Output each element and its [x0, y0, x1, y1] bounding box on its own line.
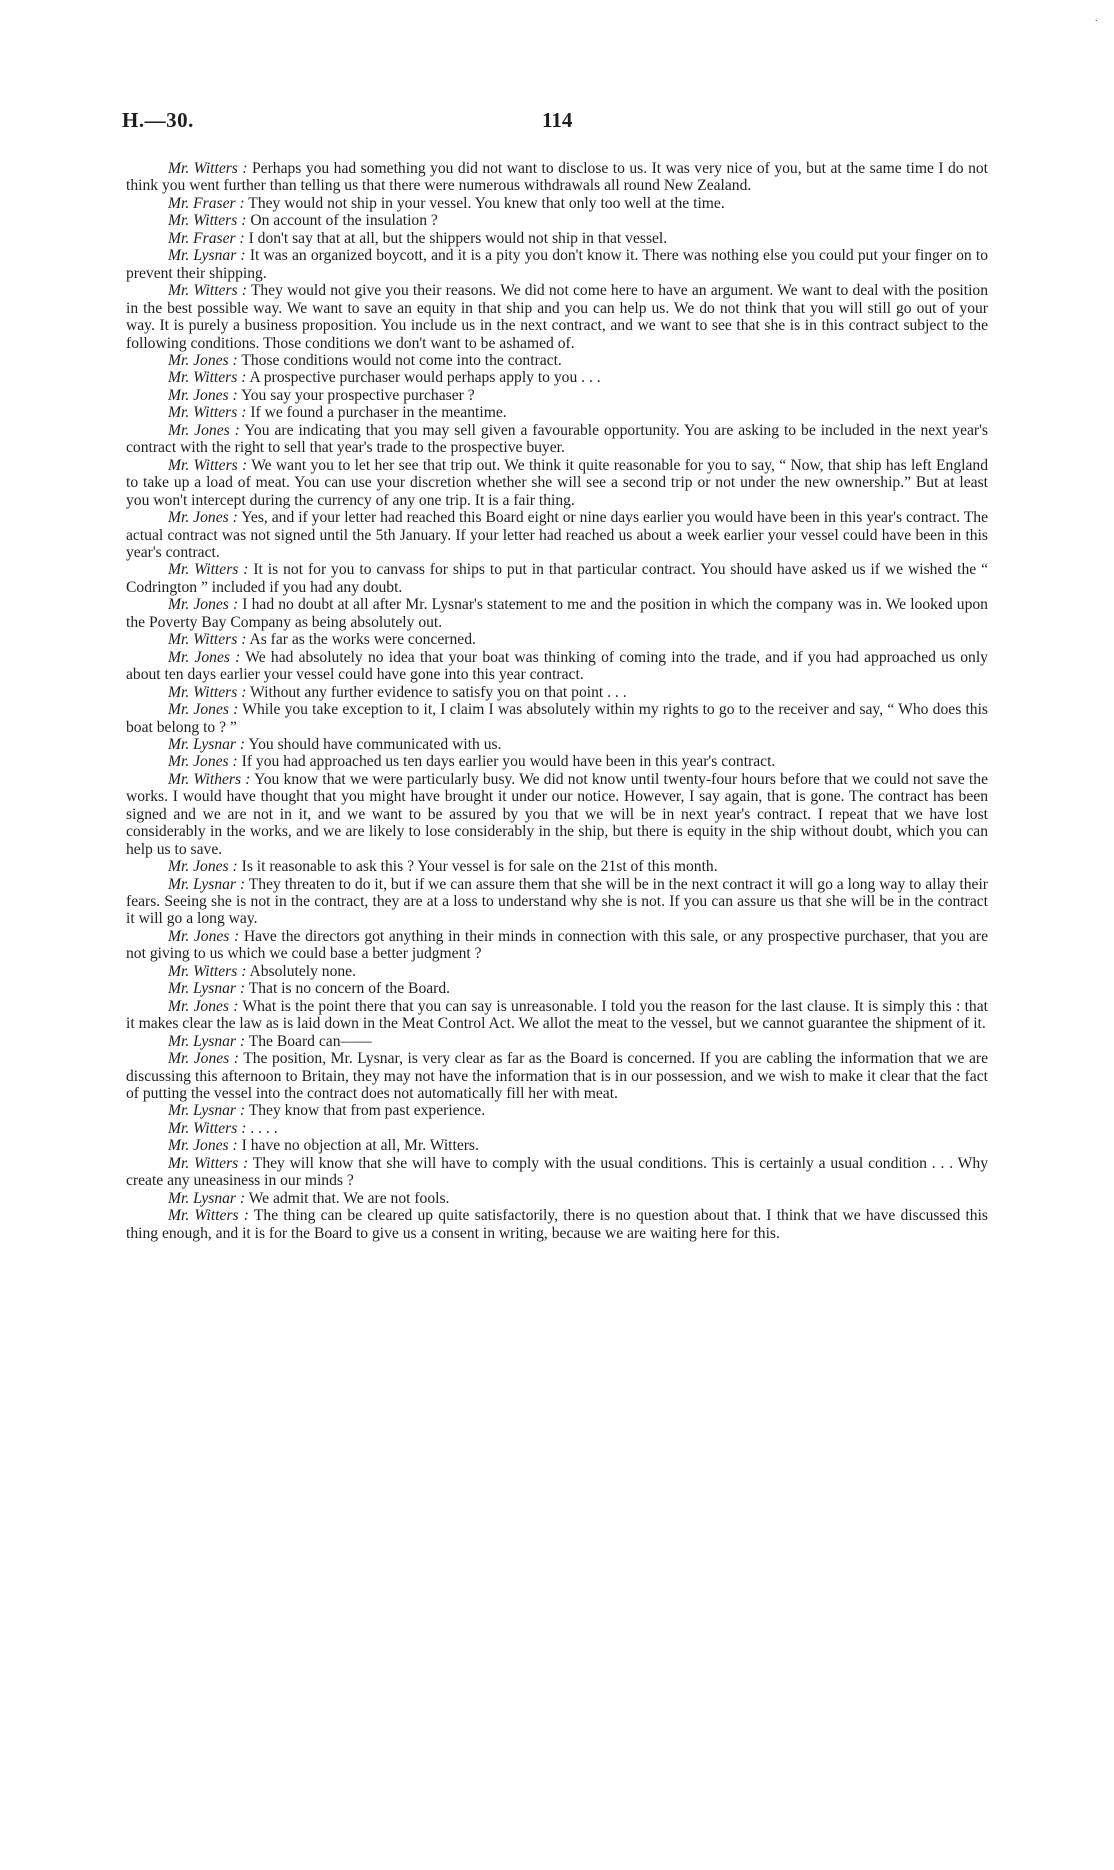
speech-text: We had absolutely no idea that your boat was thinking of coming into the trade, and if you had approached us only about ten days earlier your vessel could have gone into this year contract.	[126, 648, 988, 684]
speech-paragraph	[126, 858, 988, 875]
speech-paragraph	[126, 753, 988, 770]
speech-text: Perhaps you had something you did not want to disclose to us. It was very nice of you, but at the same time I do not think you went further than telling us that there were numerous withdrawals all round New Zealand.	[126, 160, 988, 195]
speaker-name: Mr. Lysnar :	[168, 247, 246, 265]
speaker-name: Mr. Jones :	[168, 1050, 239, 1068]
speech-paragraph	[126, 509, 988, 561]
speaker-name: Mr. Witters :	[168, 212, 247, 230]
speech-text: The position, Mr. Lysnar, is very clear as far as the Board is concerned. If you are cabling the information that we are discussing this afternoon to Britain, they may not have the information that is in our possession, and we wish to make it clear that the fact of putting the vessel into the contract does not automatically fill her with meat.	[126, 1050, 988, 1103]
speech-paragraph	[126, 1155, 988, 1190]
speaker-name: Mr. Witters :	[168, 369, 247, 387]
page-header	[122, 108, 992, 138]
speaker-name: Mr. Witters :	[168, 683, 247, 701]
speech-text: They would not ship in your vessel. You knew that only too well at the time.	[248, 194, 725, 212]
speaker-name: Mr. Witters :	[168, 1207, 249, 1225]
speaker-name: Mr. Witters :	[168, 1154, 249, 1172]
speech-text: They would not give you their reasons. We did not come here to have an argument. We want to deal with the position in the best possible way. We want to save an equity in that ship and you can help us. We do not think that you will still go out of your way. It is purely a business proposition. You include us in the next contract, and we want to see that she is in this contract subject to the following conditions. Those conditions we don't want to be ashamed of.	[126, 282, 989, 352]
speech-paragraph	[126, 212, 988, 229]
speech-text: You know that we were particularly busy. We did not know until twenty-four hours before that we could not save the works. I would have thought that you might have brought it under our notice. However, I say again, that is gone. The contract has been signed and we are not in it, and we want to be assured by you that we will be in next year's contract. I repeat that we have lost considerably in the works, and we are likely to lose considerably in the ship, but there is equity in the ship without doubt, which you can help us to save.	[126, 770, 988, 858]
speech-text: As far as the works were concerned.	[249, 631, 476, 649]
speech-paragraph	[126, 195, 988, 212]
speech-text: We want you to let her see that trip out. We think it quite reasonable for you to say, “ Now, that ship has left England to take up a load of meat. You can use your discretion whether she will see a second trip or not under the new ownership.” But at least you won't intercept during the currency of any one trip. It is a fair thing.	[126, 456, 988, 509]
speech-text: You are indicating that you may sell given a favourable opportunity. You are asking to be included in the next year's contract with the right to sell that year's trade to the prospective buyer.	[126, 421, 988, 457]
speaker-name: Mr. Jones :	[168, 509, 238, 527]
speech-paragraph	[126, 387, 988, 404]
speaker-name: Mr. Jones :	[168, 351, 238, 369]
speech-text: Yes, and if your letter had reached this Board eight or nine days earlier you would have been in this year's contract. The actual contract was not signed until the 5th January. If your letter had reached us about a week earlier your vessel could have been in this year's contract.	[126, 509, 988, 561]
speaker-name: Mr. Lysnar :	[168, 1032, 246, 1050]
speaker-name: Mr. Witters :	[168, 160, 248, 177]
speech-paragraph	[126, 1120, 988, 1137]
speaker-name: Mr. Jones :	[168, 386, 238, 404]
speaker-name: Mr. Lysnar :	[168, 735, 246, 753]
speech-text: I have no objection at all, Mr. Witters.	[241, 1137, 479, 1155]
speaker-name: Mr. Fraser :	[168, 229, 245, 247]
speaker-name: Mr. Jones :	[168, 927, 240, 945]
speaker-name: Mr. Witters :	[168, 561, 249, 579]
speaker-name: Mr. Withers :	[168, 770, 251, 788]
speaker-name: Mr. Witters :	[168, 456, 248, 474]
speaker-name: Mr. Fraser :	[168, 194, 245, 212]
speech-paragraph	[126, 1050, 988, 1102]
page-number: 114	[542, 108, 573, 132]
speech-text: What is the point there that you can say is unreasonable. I told you the reason for the last clause. It is simply this : that it makes clear the law as is laid down in the Meat Control Act. We allot the meat to the vessel, but we cannot guarantee the shipment of it.	[126, 997, 988, 1033]
speech-paragraph	[126, 963, 988, 980]
speech-paragraph	[126, 596, 988, 631]
speaker-name: Mr. Witters :	[168, 404, 247, 422]
speech-text: On account of the insulation ?	[250, 212, 438, 230]
speaker-name: Mr. Witters :	[168, 1119, 247, 1137]
speech-paragraph	[126, 369, 988, 386]
speech-text: Have the directors got anything in their minds in connection with this sale, or any prospective purchaser, that you are not giving to us which we could base a better judgment ?	[126, 927, 988, 963]
speaker-name: Mr. Jones :	[168, 596, 239, 614]
speech-paragraph	[126, 1207, 988, 1242]
speaker-name: Mr. Jones :	[168, 1137, 238, 1155]
speech-paragraph	[126, 1190, 988, 1207]
speech-text: They threaten to do it, but if we can assure them that she will be in the next contract it will go a long way to allay their fears. Seeing she is not in the contract, they are at a loss to understand why she is not. If you can assure us that she will be in the contract it will go a long way.	[126, 875, 989, 928]
speech-text: You should have communicated with us.	[248, 735, 502, 753]
speaker-name: Mr. Jones :	[168, 858, 238, 876]
speech-paragraph	[126, 928, 988, 963]
speech-paragraph	[126, 631, 988, 648]
speech-paragraph	[126, 771, 988, 858]
speech-text: . . . .	[250, 1119, 278, 1137]
speech-text: If you had approached us ten days earlier you would have been in this year's contract.	[241, 753, 776, 771]
speaker-name: Mr. Witters :	[168, 962, 247, 980]
speaker-name: Mr. Witters :	[168, 282, 247, 300]
speech-text: You say your prospective purchaser ?	[241, 386, 475, 404]
transcript-body	[126, 160, 988, 1242]
speaker-name: Mr. Lysnar :	[168, 1189, 246, 1207]
speech-paragraph	[126, 247, 988, 282]
speech-text: Without any further evidence to satisfy you on that point . . .	[250, 683, 627, 701]
speech-paragraph	[126, 1102, 988, 1119]
speaker-name: Mr. Lysnar :	[168, 980, 246, 998]
corner-mark: ·	[1094, 16, 1098, 27]
speech-text: Those conditions would not come into the contract.	[241, 351, 562, 369]
speech-text: The thing can be cleared up quite satisfactorily, there is no question about that. I think that we have discussed this thing enough, and it is for the Board to give us a consent in writing, because we are waiting here for this.	[126, 1207, 988, 1242]
speech-text: If we found a purchaser in the meantime.	[250, 404, 507, 422]
speech-paragraph	[126, 422, 988, 457]
speech-text: I had no doubt at all after Mr. Lysnar's statement to me and the position in which the company was in. We looked upon the Poverty Bay Company as being absolutely out.	[126, 596, 988, 631]
speech-paragraph	[126, 1033, 988, 1050]
speech-paragraph	[126, 701, 988, 736]
speaker-name: Mr. Jones :	[168, 648, 241, 666]
speaker-name: Mr. Jones :	[168, 753, 238, 771]
document-reference: H.—30.	[122, 108, 194, 132]
speech-text: It is not for you to canvass for ships to put in that particular contract. You should have asked us if we wished the “ Codrington ” included if you had any doubt.	[126, 561, 988, 596]
speaker-name: Mr. Witters :	[168, 631, 247, 649]
speech-paragraph	[126, 649, 988, 684]
speech-paragraph	[126, 352, 988, 369]
speech-text: I don't say that at all, but the shippers would not ship in that vessel.	[248, 229, 668, 247]
speech-paragraph	[126, 1137, 988, 1154]
speech-paragraph	[126, 998, 988, 1033]
speech-text: It was an organized boycott, and it is a pity you don't know it. There was nothing else you could put your finger on to prevent their shipping.	[126, 247, 989, 282]
speech-paragraph	[126, 876, 988, 928]
speech-text: We admit that. We are not fools.	[248, 1189, 450, 1207]
speech-text: That is no concern of the Board.	[248, 980, 451, 998]
speech-paragraph	[126, 684, 988, 701]
speech-paragraph	[126, 404, 988, 421]
speaker-name: Mr. Jones :	[168, 421, 240, 439]
speech-text: Is it reasonable to ask this ? Your vessel is for sale on the 21st of this month.	[241, 858, 718, 876]
speech-text: A prospective purchaser would perhaps apply to you . . .	[249, 369, 601, 387]
speech-text: While you take exception to it, I claim I was absolutely within my rights to go to the receiver and say, “ Who does this boat belong to ? ”	[126, 701, 988, 736]
speaker-name: Mr. Lysnar :	[168, 875, 246, 893]
speaker-name: Mr. Jones :	[168, 997, 239, 1015]
speech-paragraph	[126, 561, 988, 596]
speech-text: They know that from past experience.	[248, 1102, 486, 1120]
speaker-name: Mr. Jones :	[168, 701, 239, 719]
speech-paragraph	[126, 282, 988, 352]
speech-text: They will know that she will have to comply with the usual conditions. This is certainly a usual condition . . . Why create any uneasiness in our minds ?	[126, 1154, 988, 1190]
speech-paragraph	[126, 980, 988, 997]
speaker-name: Mr. Lysnar :	[168, 1102, 246, 1120]
speech-text: Absolutely none.	[249, 962, 356, 980]
speech-paragraph	[126, 457, 988, 509]
speech-paragraph	[126, 736, 988, 753]
speech-text: The Board can——	[248, 1032, 372, 1050]
speech-paragraph	[126, 160, 988, 195]
speech-paragraph	[126, 230, 988, 247]
